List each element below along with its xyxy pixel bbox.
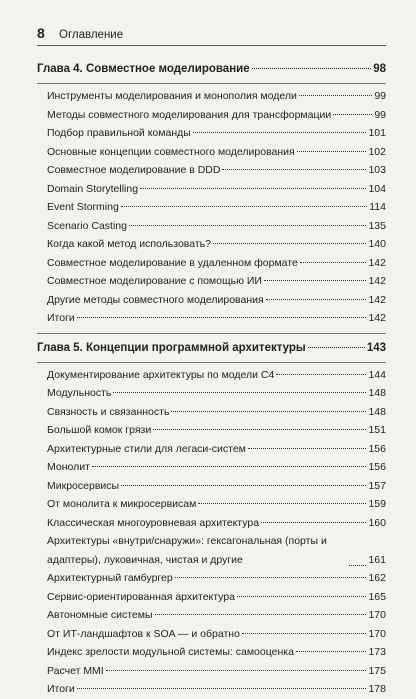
dot-leader (248, 448, 367, 449)
toc-entry-title: Архитектурный гамбургер (47, 572, 173, 584)
toc-entry (37, 291, 386, 310)
toc-entry (37, 235, 386, 254)
toc-entry-page: 161 (368, 553, 386, 566)
dot-leader (106, 670, 367, 671)
dot-leader (77, 688, 367, 689)
chapter-page: 143 (366, 341, 386, 354)
toc-entry-title: Связность и связанность (47, 405, 170, 418)
toc-entry-title: Архитектурные стили для легаси-систем (47, 442, 246, 455)
dot-leader (252, 68, 372, 69)
toc-entry-page: 103 (368, 164, 386, 176)
toc-entry-page: 142 (368, 293, 386, 306)
toc-entry-page: 135 (368, 219, 386, 232)
toc-entry (37, 495, 386, 514)
toc-entry-page: 178 (368, 683, 386, 695)
toc-entry-page: 156 (368, 442, 386, 455)
toc-entry (37, 588, 386, 607)
toc-entry-page: 165 (368, 590, 386, 603)
toc-entry-page: 156 (368, 461, 386, 473)
toc-entry-title: Совместное моделирование в удаленном формате (47, 256, 298, 269)
toc-entry-title: Другие методы совместного моделирования (47, 293, 264, 306)
dot-leader (121, 206, 367, 207)
dot-leader (213, 243, 366, 244)
dot-leader (222, 169, 366, 170)
toc-entry-page: 142 (368, 275, 386, 287)
toc-entry (37, 662, 386, 681)
toc-entry-page: 114 (369, 201, 386, 213)
dot-leader (129, 225, 367, 226)
dot-leader (242, 633, 367, 634)
toc-entry (37, 569, 386, 588)
dot-leader (140, 188, 366, 189)
toc-entry (37, 477, 386, 496)
toc-entry-page: 102 (368, 145, 386, 158)
toc-entry (37, 124, 386, 143)
toc-entry (37, 161, 386, 180)
toc-entry-title: Микросервисы (47, 479, 120, 492)
dot-leader (155, 614, 367, 615)
dot-leader (193, 132, 367, 133)
table-of-contents (37, 58, 386, 699)
toc-entry (37, 643, 386, 662)
toc-entry-page: 170 (368, 627, 386, 640)
toc-entry-page: 140 (368, 238, 386, 250)
toc-entry-title: Автономные системы (47, 609, 153, 621)
toc-entry-title: От монолита к микросервисам (47, 498, 197, 510)
toc-entry-title: Основные концепции совместного моделирования (47, 145, 295, 158)
dot-leader (276, 374, 366, 375)
chapter-title: Глава 4. Совместное моделирование (37, 63, 250, 75)
toc-entry (37, 198, 386, 217)
dot-leader (333, 114, 372, 115)
toc-entry (37, 440, 386, 459)
dot-leader (113, 392, 366, 393)
toc-entry-page: 170 (368, 609, 386, 621)
chapter-4-entries (37, 87, 386, 328)
toc-entry-title: Расчет MMI (47, 664, 104, 677)
dot-leader (198, 503, 366, 504)
toc-entry-page: 101 (368, 127, 386, 139)
toc-entry-title: Итоги (47, 312, 75, 324)
toc-entry-title: Сервис-ориентированная архитектура (47, 590, 235, 603)
toc-entry (37, 625, 386, 644)
toc-entry (37, 87, 386, 106)
toc-entry-page: 159 (368, 498, 386, 510)
toc-entry-title: Domain Storytelling (47, 182, 139, 195)
toc-entry-title: Большой комок грязи (47, 424, 152, 436)
toc-entry-page: 173 (368, 646, 386, 658)
chapter-5-entries (37, 366, 386, 699)
toc-entry-title: Совместное моделирование в DDD (47, 164, 221, 176)
page-number: 8 (37, 25, 45, 41)
toc-entry (37, 458, 386, 477)
toc-entry-title: Итоги (47, 683, 75, 695)
toc-entry-page: 175 (368, 664, 386, 677)
toc-entry (37, 106, 386, 125)
toc-entry-page: 104 (368, 182, 386, 195)
chapter-title: Глава 5. Концепции программной архитектуры (37, 341, 306, 354)
dot-leader (296, 651, 367, 652)
toc-entry-page: 142 (368, 312, 386, 324)
toc-entry (37, 421, 386, 440)
toc-entry-title: От ИТ-ландшафтов к SOA — и обратно (47, 627, 240, 640)
toc-entry-title: Когда какой метод использовать? (47, 238, 211, 250)
toc-entry (37, 217, 386, 236)
toc-entry-page: 99 (374, 90, 386, 102)
dot-leader (171, 411, 366, 412)
toc-entry-page: 162 (368, 572, 386, 584)
dot-leader (300, 262, 367, 263)
dot-leader (175, 577, 367, 578)
toc-entry (37, 309, 386, 328)
toc-entry-title: Индекс зрелости модульной системы: самооценка (47, 646, 294, 658)
toc-entry (37, 403, 386, 422)
dot-leader (153, 429, 366, 430)
toc-entry-title: Документирование архитектуры по модели C4 (47, 368, 275, 381)
dot-leader (92, 466, 367, 467)
dot-leader (349, 565, 366, 566)
dot-leader (77, 317, 367, 318)
chapter-page: 98 (373, 63, 386, 75)
page-header (37, 20, 386, 46)
dot-leader (297, 151, 367, 152)
divider (37, 362, 386, 363)
toc-entry-title: Scenario Casting (47, 219, 127, 232)
toc-entry-page: 148 (368, 387, 386, 399)
dot-leader (121, 485, 366, 486)
toc-entry-title: Архитектуры «внутри/снаружи»: гексагональная (порты и адаптеры), луковичная, чистая и другие (47, 535, 327, 566)
dot-leader (299, 95, 372, 96)
toc-entry (37, 254, 386, 273)
toc-entry (37, 180, 386, 199)
toc-entry (37, 384, 386, 403)
toc-entry-title: Монолит (47, 461, 90, 473)
dot-leader (266, 299, 367, 300)
toc-entry-title: Классическая многоуровневая архитектура (47, 516, 260, 529)
toc-entry (37, 143, 386, 162)
toc-entry-page: 157 (368, 479, 386, 492)
toc-entry-page: 144 (368, 368, 386, 381)
toc-entry-page: 151 (368, 424, 386, 436)
toc-entry-title: Модульность (47, 387, 112, 399)
dot-leader (308, 347, 365, 348)
toc-entry (37, 680, 386, 699)
toc-entry (37, 532, 386, 569)
toc-entry (37, 272, 386, 291)
toc-entry (37, 366, 386, 385)
dot-leader (261, 522, 366, 523)
dot-leader (237, 596, 366, 597)
toc-entry-title: Совместное моделирование с помощью ИИ (47, 275, 262, 287)
toc-entry-page: 99 (374, 108, 386, 121)
toc-entry-title: Методы совместного моделирования для трансформации (47, 108, 332, 121)
chapter-5-heading (37, 337, 386, 359)
running-title: Оглавление (59, 29, 124, 41)
divider (37, 83, 386, 84)
toc-entry-title: Инструменты моделирования и монополия модели (47, 90, 297, 102)
toc-entry-page: 142 (368, 256, 386, 269)
chapter-4-heading (37, 58, 386, 80)
toc-entry (37, 606, 386, 625)
toc-entry-title: Подбор правильной команды (47, 127, 191, 139)
toc-entry-page: 160 (368, 516, 386, 529)
toc-entry (37, 514, 386, 533)
divider (37, 333, 386, 334)
toc-entry-title: Event Storming (47, 201, 119, 213)
toc-entry-page: 148 (368, 405, 386, 418)
dot-leader (264, 280, 366, 281)
